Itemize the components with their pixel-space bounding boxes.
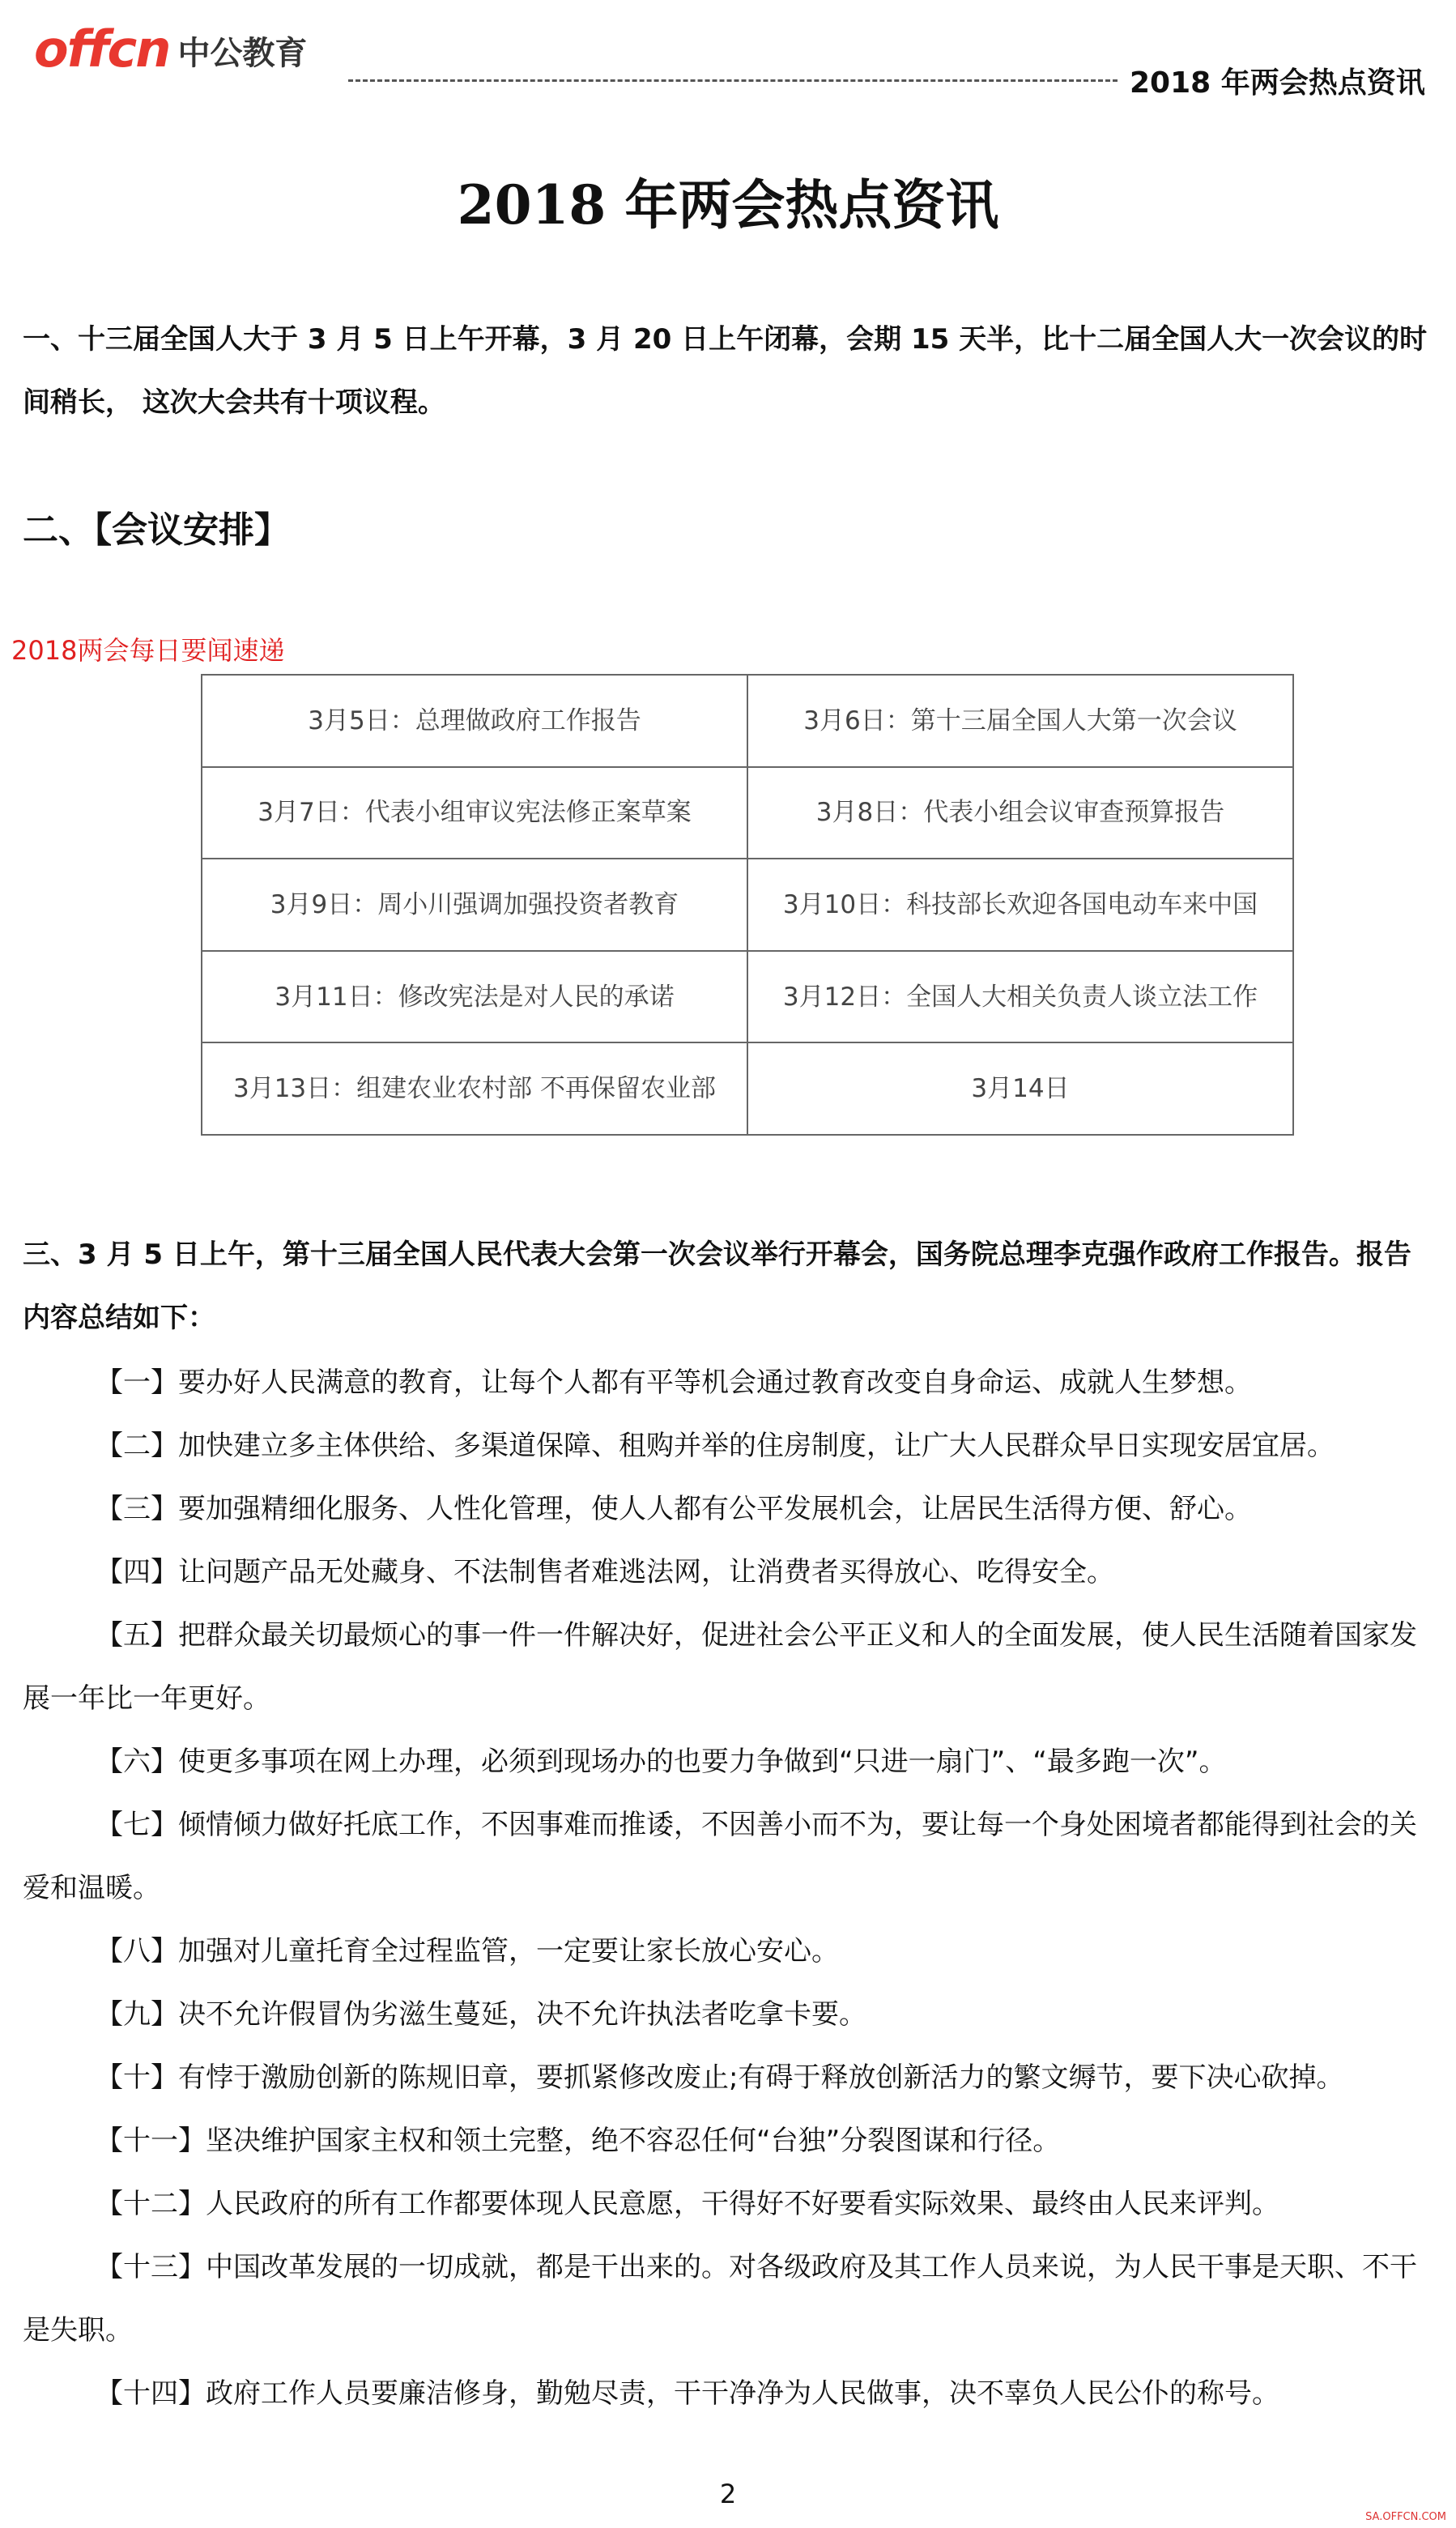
table-row — [202, 675, 1293, 767]
schedule-cell: 3月6日：第十三届全国人大第一次会议 — [747, 675, 1293, 767]
section-2-heading: 二、【会议安排】 — [23, 509, 290, 551]
point-13: 【十三】中国改革发展的一切成就，都是干出来的。对各级政府及其工作人员来说，为人民干事是天职、不干是失职。 — [23, 2251, 1417, 2347]
schedule-cell: 3月13日：组建农业农村部 不再保留农业部 — [202, 1042, 747, 1135]
schedule-cell: 3月12日：全国人大相关负责人谈立法工作 — [747, 951, 1293, 1043]
schedule-cell: 3月11日：修改宪法是对人民的承诺 — [202, 951, 747, 1043]
point-10: 【十】有悖于激励创新的陈规旧章，要抓紧修改废止;有碍于释放创新活力的繁文缛节，要下决心砍掉。 — [96, 2061, 1344, 2094]
point-5: 【五】把群众最关切最烦心的事一件一件解决好，促进社会公平正义和人的全面发展，使人民生活随着国家发展一年比一年更好。 — [23, 1619, 1417, 1715]
point-14: 【十四】政府工作人员要廉洁修身，勤勉尽责，干干净净为人民做事，决不辜负人民公仆的称号。 — [96, 2377, 1279, 2410]
schedule-cell: 3月9日：周小川强调加强投资者教育 — [202, 859, 747, 951]
page-number: 2 — [719, 2479, 737, 2509]
header-title: 2018 年两会热点资讯 — [1130, 66, 1425, 100]
document-title: 2018 年两会热点资讯 — [457, 173, 999, 237]
schedule-cell: 3月5日：总理做政府工作报告 — [202, 675, 747, 767]
point-3: 【三】要加强精细化服务、人性化管理，使人人都有公平发展机会，让居民生活得方便、舒心。 — [96, 1493, 1252, 1525]
point-7: 【七】倾情倾力做好托底工作，不因事难而推诿，不因善小而不为，要让每一个身处困境者都能得到社会的关爱和温暖。 — [23, 1809, 1417, 1904]
point-11: 【十一】坚决维护国家主权和领土完整，绝不容忍任何“台独”分裂图谋和行径。 — [96, 2125, 1061, 2157]
table-row — [202, 951, 1293, 1043]
table-row — [202, 767, 1293, 859]
schedule-cell: 3月14日 — [747, 1042, 1293, 1135]
logo-chinese: 中公教育 — [177, 35, 308, 72]
header-divider — [348, 79, 1118, 82]
point-1: 【一】要办好人民满意的教育，让每个人都有平等机会通过教育改变自身命运、成就人生梦想。 — [96, 1366, 1252, 1399]
logo-english: offcn — [34, 19, 170, 79]
schedule-cell: 3月10日：科技部长欢迎各国电动车来中国 — [747, 859, 1293, 951]
point-9: 【九】决不允许假冒伪劣滋生蔓延，决不允许执法者吃拿卡要。 — [96, 1998, 866, 2031]
point-6: 【六】使更多事项在网上办理，必须到现场办的也要力争做到“只进一扇门”、“最多跑一次”。 — [96, 1746, 1227, 1778]
schedule-table — [201, 674, 1294, 1136]
offcn-logo[interactable] — [34, 19, 308, 79]
schedule-cell: 3月7日：代表小组审议宪法修正案草案 — [202, 767, 747, 859]
section-3: 三、3 月 5 日上午，第十三届全国人民代表大会第一次会议举行开幕会，国务院总理李克强作政府工作报告。报告内容总结如下： — [23, 1238, 1411, 1334]
watermark: SA.OFFCN.COM — [1365, 2511, 1446, 2523]
page-header — [0, 0, 1456, 100]
schedule-cell: 3月8日：代表小组会议审查预算报告 — [747, 767, 1293, 859]
table-caption: 2018两会每日要闻速递 — [11, 635, 285, 666]
point-4: 【四】让问题产品无处藏身、不法制售者难逃法网，让消费者买得放心、吃得安全。 — [96, 1556, 1114, 1588]
point-12: 【十二】人民政府的所有工作都要体现人民意愿，干得好不好要看实际效果、最终由人民来评判。 — [96, 2188, 1279, 2220]
section-1: 一、十三届全国人大于 3 月 5 日上午开幕，3 月 20 日上午闭幕，会期 15 天半，比十二届全国人大一次会议的时间稍长， 这次大会共有十项议程。 — [23, 323, 1428, 419]
table-row — [202, 1042, 1293, 1135]
table-row — [202, 859, 1293, 951]
point-8: 【八】加强对儿童托育全过程监管，一定要让家长放心安心。 — [96, 1935, 839, 1967]
point-2: 【二】加快建立多主体供给、多渠道保障、租购并举的住房制度，让广大人民群众早日实现安居宜居。 — [96, 1430, 1335, 1462]
